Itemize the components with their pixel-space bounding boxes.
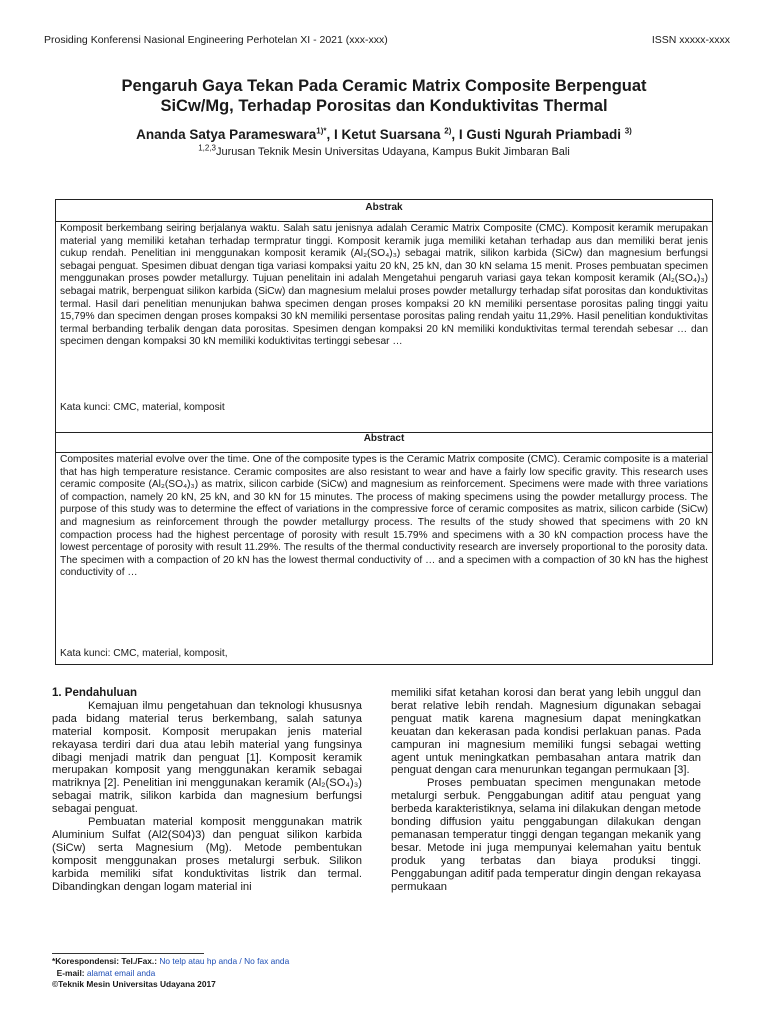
abstrak-text: Komposit berkembang seiring berjalanya waktu. Salah satu jenisnya adalah Ceramic Matrix Composite (CMC). Komposit keramik merupakan material yang memiliki ketahan terhadap termpratur tinggi. Komposit keramik juga memiliki ketahan terhadap aus dan memiliki berat jenis cukup rendah. Penelitian ini menggunakan komposit keramik (Al₂(SO₄)₃) sebagai matrik, silikon karbida (SiCw) dan magnesium berfungsi sebagai penguat. Spesimen dibuat dengan tiga variasi kompaksi yaitu 20 kN, 25 kN, dan 30 kN selama 15 menit. Proses pembuatan specimen menggunakan proses powder metallurgy. Tujuan penelitain ini adalah Mengetahui pengaruh variasi gaya tekan komposit keramik (Al₂(SO₄)₃) sebagai matrik, berpenguat silikon karbida (SiCw) dan magnesium melalui proses powder metallurgy terhadap sifat porositas dan konduktivitas termal. Hasil dari penelitian menunjukan bahwa specimen dengan proses kompaksi 20 kN memiliki persentase porositas paling tinggi yaitu 15,79% dan specimen dengan proses kompaksi 30 kN memiliki persentase porositas paling rendah yaitu 11,29%. Hasil penelitian konduktivitas termal berbanding terbalik dengan data porositas. Spesimen dengan kompaksi 20 kN memiliki konduktivitas termal terendah sebesar … dan specimen dengan kompaksi 30 kN memiliki koduktivitas tertinggi sebesar … [60, 223, 708, 348]
correspondence-value[interactable]: No telp atau hp anda / No fax anda [159, 956, 290, 966]
affiliation-text: Jurusan Teknik Mesin Universitas Udayana, Kampus Bukit Jimbaran Bali [216, 146, 570, 158]
abstrak-box [55, 199, 713, 433]
abstract-heading: Abstract [56, 431, 712, 453]
email-label: E-mail: [56, 967, 87, 978]
left-column [52, 687, 362, 894]
right-column [391, 687, 701, 894]
affiliation [40, 143, 728, 158]
intro-paragraph-4: Proses pembuatan specimen mengunakan metode metalurgi serbuk. Penggabungan aditif atau penguat yang berbeda karakteristiknya, selama ini dilakukan dengan metode bonding diffusion yaitu penggabungan dilakukan dengan pemanasan temperatur tinggi dengan tegangan mekanik yang besar. Metode ini juga mempunyai kelemahan yaitu bentuk produk yang terbatas dan biaya produksi tinggi. Penggabungan aditif pada temperatur dingin dengan rekayasa permukaan [391, 777, 701, 893]
affiliation-sup: 1,2,3 [198, 143, 216, 153]
proceedings-name: Prosiding Konferensi Nasional Engineering Perhotelan XI - 2021 (xxx-xxx) [44, 34, 388, 46]
abstrak-keywords: Kata kunci: CMC, material, komposit [60, 402, 225, 413]
abstrak-heading: Abstrak [56, 200, 712, 222]
copyright: ©Teknik Mesin Universitas Udayana 2017 [52, 979, 216, 989]
author-list [40, 127, 728, 142]
correspondence-label: *Korespondensi: Tel./Fax.: [52, 956, 160, 966]
abstract-body [56, 453, 712, 646]
abstract-text: Composites material evolve over the time. One of the composite types is the Ceramic Matrix composite (CMC). Ceramic composite is a material that has high temperature resistance. Ceramic composites are also resistant to wear and have a fairly low specific gravity. This research uses ceramic composite (Al₂(SO₄)₃) as matrix, silicon carbide (SiCw) and magnesium as reinforcement. Specimens were made with three variations of compaction, namely 20 kN, 25 kN, and 30 kN for 15 minutes. The process of making specimens using the powder metallurgy process. The purpose of this study was to determine the effect of variations in the compressive force of ceramic composites as matrix, silicon carbide (SiCw) and magnesium as reinforcement through the powder metallurgy process. The results of the study showed that specimens with 20 kN compaction process had the highest percentage of porosity with result 15.79% and specimens with a 30 kN compaction process have the lowest percentage of porosity with result 11.29%. The results of the thermal conductivity research are inversely proportional to the porosity data. The specimen with a compaction of 20 kN has the lowest thermal conductivity of … and a specimen with a compaction of 30 kN has the highest conductivity of … [60, 454, 708, 579]
author-3-sup: 3) [624, 126, 632, 136]
intro-paragraph-1: Kemajuan ilmu pengetahuan dan teknologi khususnya pada bidang material terus berkembang, salah satunya material komposit. Komposit merupakan jenis material rekayasa terdiri dari dua atau lebih material yang fungsinya dibagi menjadi matrik dan penguat [1]. Komposit keramik merupakan komposit yang menggunakan keramik sebagai matriknya [2]. Penelitian ini menggunakan keramik (Al₂(SO₄)₃) sebagai matrik, silikon karbida dan magnesium berfungsi sebagai penguat. [52, 699, 362, 816]
email-link[interactable]: alamat email anda [86, 967, 156, 978]
correspondence-line [52, 956, 289, 968]
title-line-1: Pengaruh Gaya Tekan Pada Ceramic Matrix Composite Berpenguat [121, 77, 647, 95]
section-heading: 1. Pendahuluan [52, 687, 137, 699]
footnote-rule [52, 953, 204, 954]
paper-title [40, 76, 728, 116]
author-1-sup: 1)* [316, 126, 327, 136]
author-2: , I Ketut Suarsana [326, 127, 445, 142]
author-2-sup: 2) [444, 126, 452, 136]
abstract-box [55, 431, 713, 665]
abstract-keywords: Kata kunci: CMC, material, komposit, [60, 648, 228, 659]
author-3: , I Gusti Ngurah Priambadi [451, 127, 625, 142]
email-line [52, 968, 289, 980]
title-line-2: SiCw/Mg, Terhadap Porositas dan Konduktivitas Thermal [160, 97, 608, 115]
issn: ISSN xxxxx-xxxx [651, 34, 730, 46]
abstrak-body [56, 222, 712, 398]
author-1: Ananda Satya Parameswara [136, 127, 317, 142]
running-header [44, 34, 730, 46]
intro-paragraph-3: memiliki sifat ketahan korosi dan berat yang lebih unggul dan berat relative lebih rendah. Magnesium digunakan sebagai penguat matik karena magnesium dapat meningkatkan keuatan dan kekerasan pada kondisi perlakuan panas. Pada campuran ini magnesium memiliki fungsi sebagai wetting agent untuk meningkatkan pembasahan antara matrik dan penguat dengan cara menurunkan tegangan permukaan [3]. [391, 687, 701, 777]
intro-paragraph-2: Pembuatan material komposit menggunakan matrik Aluminium Sulfat (Al2(S04)3) dan penguat silikon karbida (SiCw) serta Magnesium (Mg). Metode pembentukan komposit menggunakan proses metalurgi serbuk. Silikon karbida memiliki sifat konduktivitas listrik dan termal. Dibandingkan dengan logam material ini [52, 816, 362, 893]
footnote [52, 956, 289, 991]
